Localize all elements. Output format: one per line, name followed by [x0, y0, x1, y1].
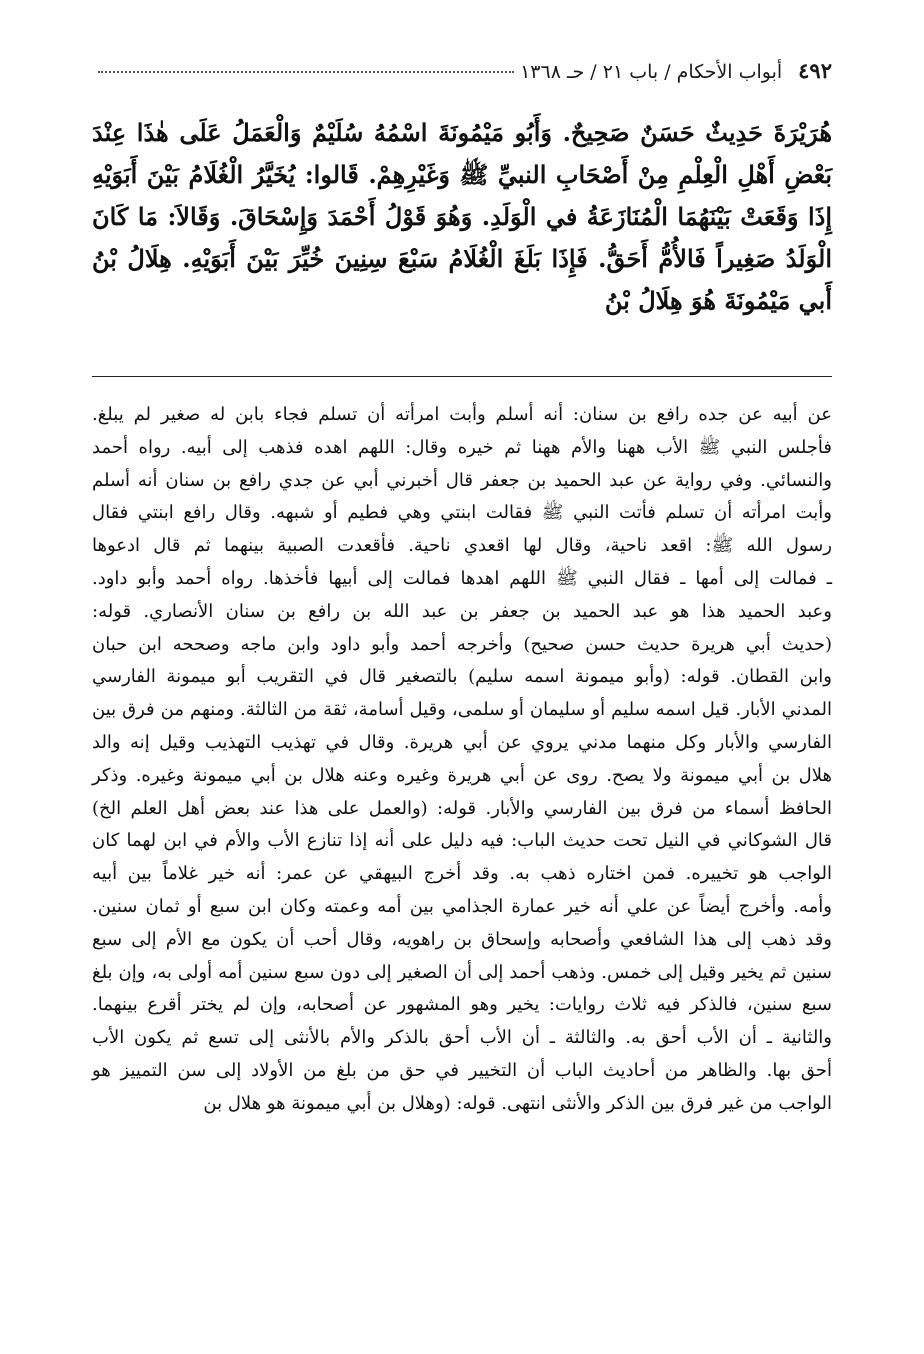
- commentary-block: [92, 399, 832, 1121]
- commentary-line: سنين ثم يخير وقيل إلى خمس. وذهب أحمد إلى أن الصغير إلى دون سبع سنين أمه أولى به، وإن بلغ: [92, 961, 832, 983]
- commentary-line: سبع سنين، فالذكر فيه ثلاث روايات: يخير وهو المشهور عن أصحابه، وإن لم يختر أقرع بينهما.: [92, 994, 832, 1016]
- book-page: [92, 58, 832, 1328]
- footnote-separator: [92, 376, 832, 377]
- commentary-line: وعبد الحميد هذا هو عبد الحميد بن جعفر بن عبد الله بن رافع بن سنان الأنصاري. قوله:: [92, 600, 832, 622]
- page-header: [92, 58, 832, 106]
- page-number: ٤٩٢: [798, 58, 832, 83]
- commentary-line: الحافظ أسماء من فرق بين الفارسي والأبار. قوله: (والعمل على هذا عند بعض أهل العلم الخ): [92, 797, 832, 819]
- commentary-line: قال الشوكاني في النيل تحت حديث الباب: فيه دليل على أنه إذا تنازع الأب والأم في ابن لهما كان: [92, 830, 832, 852]
- commentary-line: وأمه. وأخرج أيضاً عن علي أنه خير عمارة الجذامي بين أمه وعمته وكان ابن سبع أو ثمان سنين.: [92, 895, 832, 917]
- commentary-line: وابن القطان. قوله: (وأبو ميمونة اسمه سليم) بالتصغير قال في التقريب أبو ميمونة الفارسي: [92, 666, 832, 688]
- commentary-line: الفارسي والأبار وكل منهما مدني يروي عن أبي هريرة. وقال في تهذيب التهذيب وقيل إنه والد: [92, 731, 832, 753]
- commentary-line: وقد ذهب إلى هذا الشافعي وأصحابه وإسحاق بن راهويه، وقال أحب أن يكون مع الأم إلى سبع: [92, 928, 832, 950]
- hadith-main-text: هُرَيْرَةَ حَدِيثٌ حَسَنٌ صَحِيحٌ. وَأَبُو مَيْمُونَةَ اسْمُهُ سُلَيْمٌ وَالْعَمَلُ عَلَى هٰذَا عِنْدَ بَعْضِ أَهْلِ الْعِلْمِ مِنْ أَصْحَابِ النبيِّ ﷺ وَغَيْرِهِمْ. قَالوا: يُخَيَّرُ الْغُلَامُ بَيْنَ أَبَوَيْهِ إِذَا وَقَعَتْ بَيْنَهُمَا الْمُنَازَعَةُ في الْوَلَدِ. وَهُوَ قَوْلُ أَحْمَدَ وَإِسْحَاقَ. وَقَالاَ: مَا كَانَ الْوَلَدُ صَغِيراً فَالأُمُّ أَحَقُّ. فَإِذَا بَلَغَ الْغُلَامُ سَبْعَ سِنِينَ خُيِّرَ بَيْنَ أَبَوَيْهِ. هِلَالُ بْنُ أَبي مَيْمُونَةَ هُوَ هِلَالُ بْنُ: [92, 118, 832, 315]
- commentary-line: (حديث أبي هريرة حديث حسن صحيح) وأخرجه أحمد وأبو داود وابن ماجه وصححه ابن حبان: [92, 633, 832, 655]
- commentary-line: والنسائي. وفي رواية عن عبد الحميد بن جعفر قال أخبرني أبي عن جدي رافع بن سنان أنه أسلم: [92, 469, 832, 491]
- commentary-line: ـ فمالت إلى أمها ـ فقال النبي ﷺ اللهم اهدها فمالت إلى أبيها فأخذها. رواه أحمد وأبو داود.: [92, 567, 832, 589]
- commentary-line: أحق بها. والظاهر من أحاديث الباب أن التخيير في حق من بلغ من الأولاد إلى سن التمييز هو: [92, 1059, 832, 1081]
- commentary-line: المدني الأبار. قيل اسمه سليم أو سليمان أو سلمى، وقيل أسامة، ثقة من الثالثة. ومنهم من فرق بين: [92, 699, 832, 721]
- commentary-line: هلال بن أبي ميمونة ولا يصح. روى عن أبي هريرة وغيره وعنه هلال بن أبي ميمونة وغيره. وذكر: [92, 764, 832, 786]
- running-title: أبواب الأحكام / باب ٢١ / حـ ١٣٦٨: [520, 61, 783, 83]
- commentary-line: عن أبيه عن جده رافع بن سنان: أنه أسلم وأبت امرأته أن تسلم فجاء بابن له صغير لم يبلغ.: [92, 404, 832, 425]
- commentary-line: الواجب هو تخييره. فمن اختاره ذهب به. وقد أخرج البيهقي عن عمر: أنه خير غلاماً بين أبيه: [92, 863, 832, 885]
- commentary-line: الواجب من غير فرق بين الذكر والأنثى انتهى. قوله: (وهلال بن أبي ميمونة هو هلال بن: [203, 1092, 832, 1114]
- commentary-line: رسول الله ﷺ: اقعد ناحية، وقال لها اقعدي ناحية. فأقعدت الصبية بينهما ثم قال ادعوها: [92, 535, 832, 557]
- commentary-line: وأبت امرأته أن تسلم فأتت النبي ﷺ فقالت ابنتي وهي فطيم أو شبهه. وقال رافع ابنتي فقال: [92, 502, 832, 524]
- header-dot-leader: [98, 71, 514, 73]
- commentary-line: والثانية ـ أن الأب أحق به. والثالثة ـ أن الأب أحق بالذكر والأم بالأنثى إلى تسع ثم يكون الأب: [92, 1027, 832, 1049]
- commentary-line: فأجلس النبي ﷺ الأب ههنا والأم ههنا ثم خيره وقال: اللهم اهده فذهب إلى أبيه. رواه أحمد: [92, 436, 832, 458]
